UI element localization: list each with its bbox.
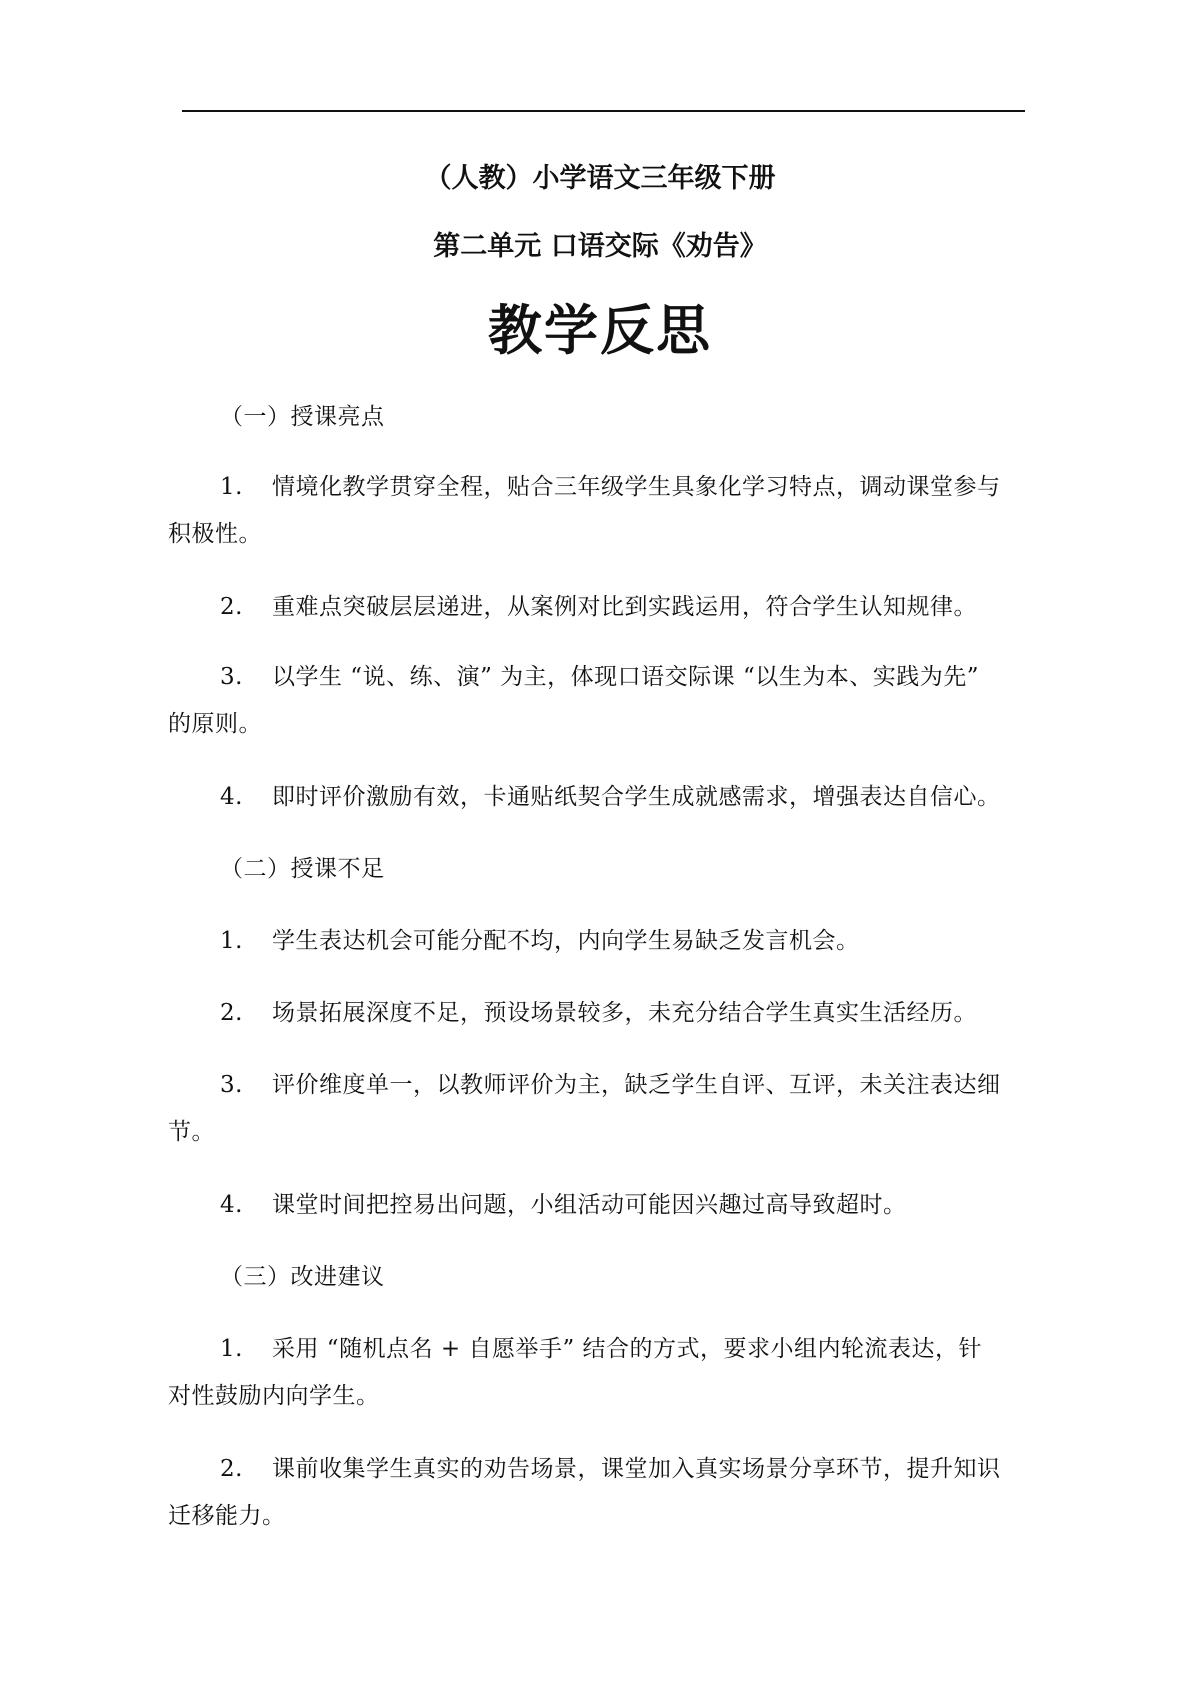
item-text: 课前收集学生真实的劝告场景，课堂加入真实场景分享环节，提升知识 [272,1456,1001,1482]
item-number: 1. [220,1336,243,1362]
section-heading-suggestions: （三）改进建议 [220,1264,385,1290]
item-number: 4. [220,784,243,810]
subtitle-unit: 第二单元 口语交际《劝告》 [433,231,767,262]
item-text-continued: 积极性。 [168,521,262,547]
item-text: 场景拓展深度不足，预设场景较多，未充分结合学生真实生活经历。 [272,1000,977,1026]
item-text: 重难点突破层层递进，从案例对比到实践运用，符合学生认知规律。 [272,594,977,620]
item-number: 2. [220,1456,243,1482]
list-item [168,990,1026,1037]
list-item [168,584,1026,631]
subtitle-course: （人教）小学语文三年级下册 [424,163,776,194]
item-number: 3. [220,1072,243,1098]
item-text-continued: 节。 [168,1119,215,1145]
item-text: 评价维度单一，以教师评价为主，缺乏学生自评、互评，未关注表达细 [272,1072,1001,1098]
item-number: 4. [220,1192,243,1218]
item-text: 即时评价激励有效，卡通贴纸契合学生成就感需求，增强表达自信心。 [272,784,1001,810]
list-item [168,1062,1026,1156]
item-text: 课堂时间把控易出问题，小组活动可能因兴趣过高导致超时。 [272,1192,907,1218]
item-text-continued: 的原则。 [168,711,262,737]
item-number: 3. [220,664,243,690]
item-text-continued: 对性鼓励内向学生。 [168,1383,380,1409]
item-number: 1. [220,928,243,954]
item-number: 2. [220,1000,243,1026]
section-heading-highlights: （一）授课亮点 [220,404,385,430]
list-item [168,918,1026,965]
list-item [168,464,1026,558]
item-text: 以学生 “说、练、演” 为主，体现口语交际课 “以生为本、实践为先” [272,664,979,690]
page-title: 教学反思 [488,299,712,362]
list-item [168,654,1026,748]
item-text: 采用 “随机点名 + 自愿举手” 结合的方式，要求小组内轮流表达，针 [272,1336,983,1362]
item-text-continued: 迁移能力。 [168,1503,286,1529]
item-text: 学生表达机会可能分配不均，内向学生易缺乏发言机会。 [272,928,860,954]
list-item [168,774,1026,821]
list-item [168,1446,1026,1540]
section-heading-shortcomings: （二）授课不足 [220,856,385,882]
item-number: 2. [220,594,243,620]
list-item [168,1182,1026,1229]
item-number: 1. [220,474,243,500]
list-item [168,1326,1026,1420]
header-rule [182,110,1025,112]
item-text: 情境化教学贯穿全程，贴合三年级学生具象化学习特点，调动课堂参与 [272,474,1001,500]
